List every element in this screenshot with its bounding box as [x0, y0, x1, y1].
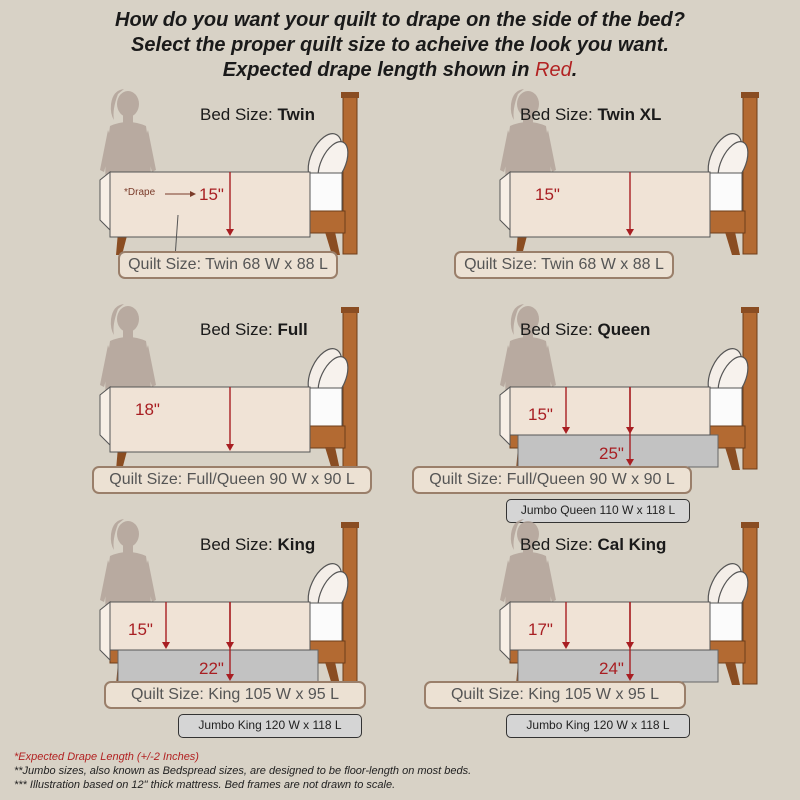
quilt-fold	[500, 387, 510, 445]
bed-size-name: Cal King	[597, 535, 667, 554]
bed-leg-right	[725, 232, 740, 255]
bed-size-prefix: Bed Size:	[520, 320, 598, 339]
bed-panel-3	[400, 295, 800, 530]
quilt-size-text: Quilt Size: King 105 W x 95 L	[450, 686, 660, 703]
drape-length: 15"	[199, 185, 224, 204]
bed-size-prefix: Bed Size:	[520, 535, 598, 554]
drape-tag: *Drape	[124, 187, 156, 198]
footer-note-drape: *Expected Drape Length (+/-2 Inches)	[14, 751, 199, 763]
jumbo-drape-length: 24"	[599, 659, 624, 678]
quilt-size-box	[118, 251, 338, 279]
quilt-size-text: Quilt Size: King 105 W x 95 L	[130, 686, 340, 703]
quilt-size-text: Quilt Size: Full/Queen 90 W x 90 L	[429, 471, 675, 488]
quilt-fold	[100, 602, 110, 660]
drape-length: 15"	[528, 405, 553, 424]
bed-size-label	[200, 535, 315, 555]
quilt-fold	[100, 387, 110, 445]
drape-length: 15"	[128, 620, 153, 639]
header-red-word: Red	[535, 59, 572, 81]
header-line-3-suffix: .	[571, 59, 578, 81]
bed-size-prefix: Bed Size:	[200, 105, 278, 124]
drape-length: 18"	[135, 400, 160, 419]
quilt-fold	[500, 172, 510, 230]
jumbo-drape-length: 22"	[199, 659, 224, 678]
header-line-3-prefix: Expected drape length shown in	[222, 59, 535, 81]
quilt-size-text: Quilt Size: Twin 68 W x 88 L	[128, 256, 328, 273]
quilt-size-box	[424, 681, 686, 709]
header-line-2: Select the proper quilt size to acheive the look you want.	[131, 34, 669, 56]
bed-panel-4	[0, 510, 400, 745]
jumbo-drape-length: 25"	[599, 444, 624, 463]
bed-size-label	[520, 320, 650, 340]
bed-size-prefix: Bed Size:	[520, 105, 598, 124]
jumbo-size-box	[506, 714, 690, 738]
quilt-fold	[100, 172, 110, 230]
bed-size-name: King	[277, 535, 316, 554]
bed-panel-5	[400, 510, 800, 745]
jumbo-size-text: Jumbo King 120 W x 118 L	[198, 718, 342, 732]
footer-note-illustration: *** Illustration based on 12" thick mattress. Bed frames are not drawn to scale.	[14, 779, 396, 791]
bed-panel-1	[400, 80, 800, 315]
quilt-size-box	[104, 681, 366, 709]
header-line-1: How do you want your quilt to drape on the side of the bed?	[115, 9, 685, 31]
quilt-size-text: Quilt Size: Full/Queen 90 W x 90 L	[109, 471, 355, 488]
page-header	[0, 8, 800, 83]
bed-size-label	[520, 105, 661, 125]
jumbo-size-text: Jumbo King 120 W x 118 L	[526, 718, 670, 732]
bed-size-prefix: Bed Size:	[200, 320, 278, 339]
quilt-size-box	[92, 466, 372, 494]
bed-panel-0	[0, 80, 400, 315]
quilt-size-box	[412, 466, 692, 494]
bed-size-label	[520, 535, 666, 555]
bed-size-name: Twin	[277, 105, 315, 124]
bed-size-label	[200, 105, 315, 125]
jumbo-size-text: Jumbo Queen 110 W x 118 L	[520, 503, 676, 517]
footer-notes	[14, 750, 471, 792]
jumbo-size-box	[178, 714, 362, 738]
drape-length: 15"	[535, 185, 560, 204]
drape-length: 17"	[528, 620, 553, 639]
bed-size-name: Twin XL	[597, 105, 662, 124]
bed-panel-2	[0, 295, 400, 530]
quilt-size-box	[454, 251, 674, 279]
bed-size-name: Full	[277, 320, 308, 339]
bed-leg-right	[725, 662, 740, 685]
quilt-fold	[500, 602, 510, 660]
bed-size-prefix: Bed Size:	[200, 535, 278, 554]
footer-note-jumbo: **Jumbo sizes, also known as Bedspread sizes, are designed to be floor-length on most beds.	[14, 765, 472, 777]
bed-leg-right	[725, 447, 740, 470]
bed-size-label	[200, 320, 308, 340]
bed-size-name: Queen	[597, 320, 651, 339]
quilt-size-text: Quilt Size: Twin 68 W x 88 L	[464, 256, 664, 273]
